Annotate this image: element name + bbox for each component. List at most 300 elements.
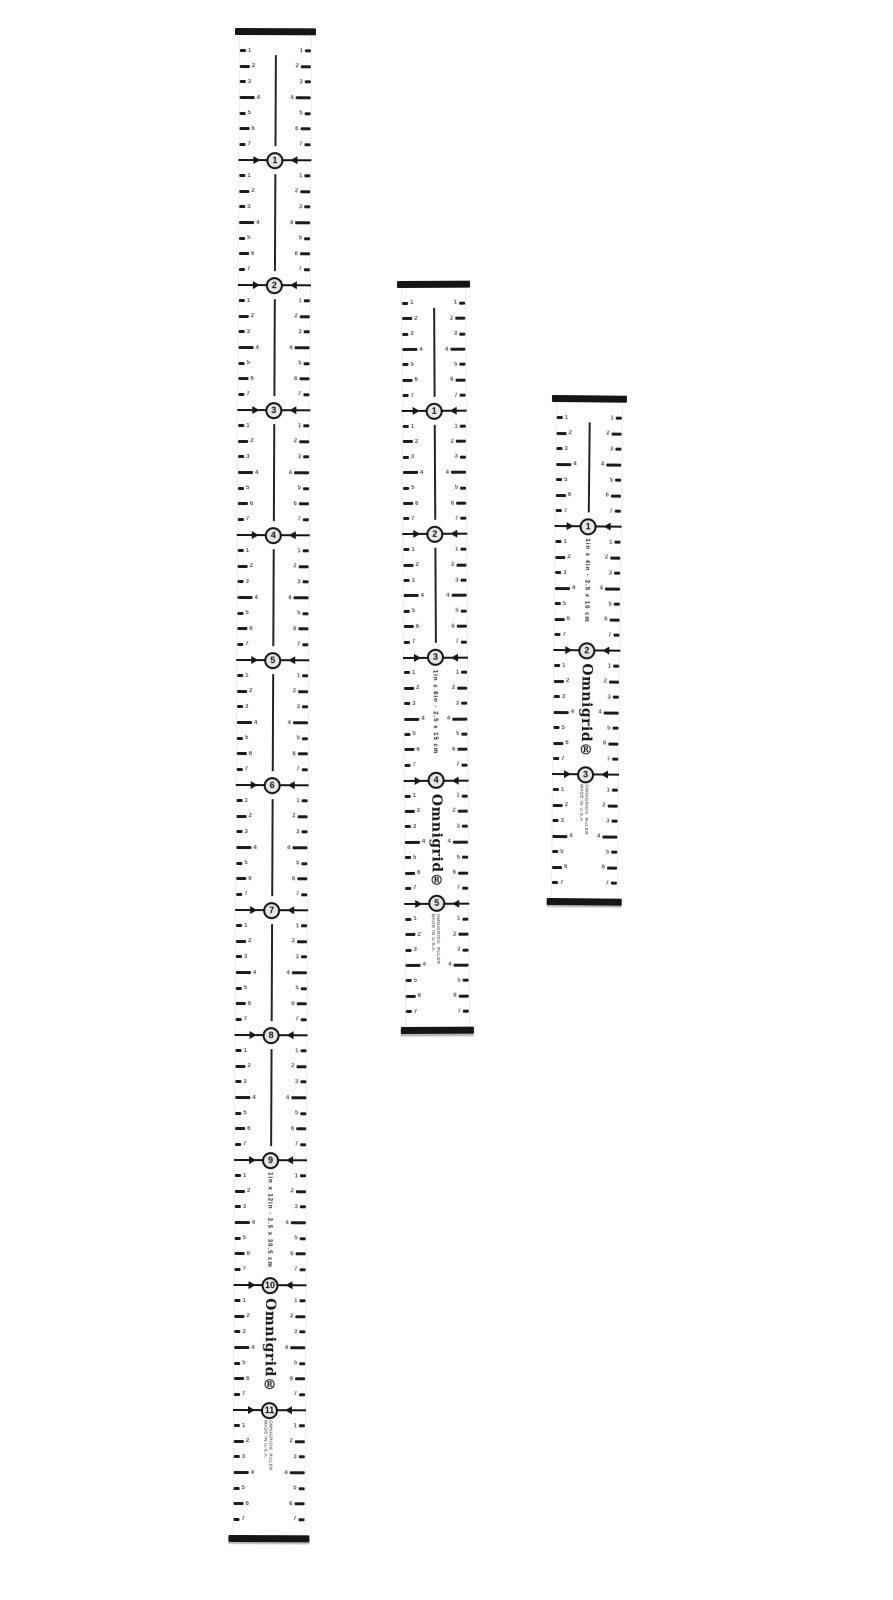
- tick-label: 5: [246, 360, 250, 367]
- tick-label: 6: [294, 250, 299, 258]
- tick-label: 2: [292, 813, 296, 820]
- tick-mark: [240, 80, 246, 83]
- tick-label: 5: [244, 735, 249, 742]
- tick-mark: [238, 440, 248, 443]
- tick-mark: [610, 618, 620, 621]
- tick-mark: [300, 1174, 306, 1177]
- tick-label: 6: [417, 993, 422, 1000]
- tick-mark: [404, 733, 410, 736]
- tick-label: 2: [606, 430, 610, 437]
- tick-label: 4: [446, 715, 451, 722]
- tick-label: 7: [559, 879, 564, 886]
- tick-label: 1: [296, 672, 301, 679]
- tick-label: 5: [242, 1235, 247, 1242]
- tick-label: 2: [568, 430, 572, 437]
- center-guide-line: [270, 924, 272, 1021]
- tick-label: 2: [414, 315, 418, 322]
- tick-label: 4: [285, 1094, 290, 1101]
- arrowhead-right-icon: [287, 781, 294, 789]
- tick-label: 4: [252, 969, 257, 976]
- tick-label: 2: [453, 931, 457, 938]
- tick-mark: [236, 1002, 246, 1005]
- tick-label: 6: [251, 125, 255, 132]
- tick-label: 5: [412, 731, 416, 738]
- arrowhead-right-icon: [289, 281, 296, 289]
- center-guide-line: [270, 1049, 272, 1146]
- tick-label: 5: [296, 735, 300, 742]
- tick-mark: [302, 674, 308, 677]
- tick-label: 4: [253, 844, 257, 851]
- tick-mark: [299, 1331, 305, 1334]
- tick-label: 2: [450, 438, 454, 445]
- tick-label: 3: [294, 1204, 298, 1211]
- arrowhead-left-icon: [413, 530, 420, 538]
- tick-label: 1: [297, 547, 301, 554]
- tick-label: 2: [414, 438, 419, 445]
- tick-mark: [301, 924, 307, 927]
- tick-label: 1: [607, 663, 612, 670]
- tick-label: 7: [608, 632, 612, 639]
- tick-mark: [459, 302, 465, 305]
- tick-mark: [301, 893, 307, 896]
- tick-mark: [236, 862, 242, 865]
- tick-mark: [299, 1424, 305, 1427]
- tick-mark: [234, 1471, 249, 1474]
- tick-label: 7: [454, 392, 458, 399]
- arrowhead-left-icon: [248, 1281, 255, 1289]
- tick-label: 6: [293, 500, 297, 508]
- tick-label: 7: [456, 761, 460, 768]
- tick-mark: [302, 799, 308, 802]
- tick-label: 6: [248, 750, 253, 757]
- tick-label: 2: [250, 438, 254, 445]
- tick-label: 5: [454, 361, 458, 368]
- tick-mark: [237, 768, 243, 771]
- tick-mark: [552, 850, 558, 853]
- tick-mark: [301, 956, 307, 959]
- tick-mark: [404, 625, 414, 628]
- tick-mark: [455, 317, 465, 320]
- tick-mark: [303, 518, 309, 521]
- tick-mark: [239, 362, 245, 365]
- arrowhead-right-icon: [452, 900, 459, 908]
- tick-mark: [454, 964, 469, 967]
- tick-mark: [299, 503, 309, 506]
- tick-mark: [457, 625, 467, 628]
- tick-mark: [402, 333, 408, 336]
- tick-label: 4: [284, 1469, 288, 1476]
- tick-mark: [604, 711, 619, 714]
- tick-label: 3: [453, 330, 458, 337]
- tick-label: 4: [250, 1469, 255, 1476]
- tick-label: 2: [294, 313, 298, 320]
- tick-label: 4: [421, 839, 426, 846]
- tick-mark: [236, 1049, 242, 1052]
- inch-number-badge: 5: [428, 895, 445, 912]
- inch-number-badge: 2: [578, 642, 595, 659]
- tick-label: 7: [412, 762, 416, 769]
- tick-label: 7: [242, 1266, 246, 1273]
- tick-label: 5: [244, 860, 248, 867]
- tick-label: 3: [410, 454, 415, 461]
- tick-label: 3: [298, 329, 302, 336]
- tick-mark: [290, 1471, 305, 1474]
- tick-label: 1: [297, 422, 302, 429]
- tick-label: 1: [241, 1422, 246, 1429]
- tick-label: 7: [247, 141, 251, 148]
- tick-mark: [239, 237, 245, 240]
- tick-label: 7: [246, 391, 250, 398]
- tick-label: 7: [299, 141, 303, 148]
- tick-mark: [460, 486, 466, 489]
- tick-mark: [555, 556, 565, 559]
- arrowhead-left-icon: [565, 646, 572, 654]
- tick-mark: [452, 717, 467, 720]
- tick-mark: [302, 768, 308, 771]
- tick-mark: [234, 1487, 240, 1490]
- tick-mark: [303, 393, 309, 396]
- inch-number-badge: 4: [265, 527, 282, 544]
- tick-label: 7: [242, 1391, 246, 1398]
- tick-label: 5: [247, 235, 251, 242]
- tick-label: 3: [412, 823, 417, 830]
- tick-mark: [611, 494, 621, 497]
- arrowhead-right-icon: [450, 653, 457, 661]
- tick-mark: [301, 1049, 307, 1052]
- tick-label: 5: [293, 1360, 298, 1367]
- tick-mark: [606, 463, 621, 466]
- tick-mark: [234, 1455, 240, 1458]
- tick-label: 7: [296, 766, 300, 773]
- tick-mark: [556, 494, 566, 497]
- tick-label: 2: [245, 1438, 250, 1445]
- tick-mark: [403, 502, 413, 505]
- fine-print-line: MADE IN U.S.A.: [430, 913, 437, 953]
- tick-mark: [305, 112, 311, 115]
- tick-mark: [605, 587, 620, 590]
- tick-mark: [553, 788, 559, 791]
- tick-mark: [554, 679, 564, 682]
- tick-mark: [404, 671, 410, 674]
- tick-mark: [239, 143, 245, 146]
- ruler-1x12: [232, 28, 312, 1542]
- tick-label: 1: [294, 1297, 298, 1304]
- tick-label: 4: [447, 838, 451, 846]
- arrowhead-left-icon: [247, 1406, 254, 1414]
- center-guide-line: [273, 299, 275, 396]
- tick-mark: [235, 1205, 241, 1208]
- arrowhead-left-icon: [563, 770, 570, 778]
- tick-mark: [238, 565, 248, 568]
- tick-mark: [235, 1252, 245, 1255]
- tick-mark: [237, 752, 247, 755]
- tick-mark: [555, 571, 561, 574]
- brand-logo: Omnigrid®: [428, 793, 445, 889]
- tick-mark: [300, 253, 310, 256]
- tick-mark: [553, 741, 563, 744]
- inch-number-badge: 2: [266, 277, 283, 294]
- tick-label: 2: [291, 938, 296, 945]
- tick-mark: [405, 887, 411, 890]
- tick-label: 1: [560, 786, 565, 793]
- tick-label: 4: [290, 94, 294, 101]
- tick-label: 3: [411, 577, 415, 584]
- tick-mark: [299, 378, 309, 381]
- tick-label: 1: [456, 792, 460, 799]
- tick-label: 3: [610, 446, 614, 453]
- tick-label: 7: [295, 891, 300, 898]
- tick-mark: [554, 633, 560, 636]
- tick-label: 7: [243, 1016, 248, 1023]
- tick-label: 5: [607, 725, 611, 732]
- center-guide-line: [271, 674, 273, 771]
- tick-label: 5: [564, 476, 568, 483]
- tick-label: 6: [602, 740, 607, 747]
- tick-mark: [608, 804, 618, 807]
- tick-mark: [615, 479, 621, 482]
- tick-mark: [237, 690, 247, 693]
- tick-mark: [302, 706, 308, 709]
- fine-print: [431, 914, 441, 976]
- end-cap-top: [552, 395, 627, 403]
- tick-label: 1: [243, 1047, 247, 1054]
- tick-mark: [615, 510, 621, 513]
- inch-number-badge: 3: [577, 766, 594, 783]
- tick-mark: [235, 1112, 241, 1115]
- tick-label: 4: [598, 709, 602, 716]
- tick-mark: [234, 1502, 244, 1505]
- tick-label: 6: [452, 869, 457, 876]
- tick-mark: [456, 379, 466, 382]
- tick-label: 3: [296, 829, 300, 836]
- tick-mark: [235, 1174, 241, 1177]
- tick-label: 6: [248, 875, 252, 882]
- tick-mark: [296, 1190, 306, 1193]
- tick-label: 5: [295, 860, 300, 867]
- arrowhead-right-icon: [289, 406, 296, 414]
- tick-mark: [299, 1487, 305, 1490]
- tick-label: 2: [249, 563, 254, 570]
- tick-label: 5: [562, 600, 567, 607]
- tick-label: 1: [247, 47, 252, 54]
- tick-label: 5: [411, 485, 415, 492]
- tick-mark: [608, 742, 618, 745]
- tick-mark: [611, 851, 617, 854]
- tick-label: 2: [602, 802, 606, 809]
- tick-mark: [240, 96, 255, 99]
- center-guide-line: [271, 799, 273, 896]
- tick-mark: [405, 810, 415, 813]
- tick-label: 1: [606, 787, 610, 794]
- tick-label: 1: [455, 669, 460, 676]
- tick-mark: [235, 1221, 250, 1224]
- tick-mark: [237, 627, 247, 630]
- fine-print: [579, 784, 590, 846]
- tick-mark: [406, 995, 416, 998]
- tick-mark: [234, 1346, 249, 1349]
- tick-mark: [461, 702, 467, 705]
- tick-mark: [298, 690, 308, 693]
- tick-mark: [460, 425, 466, 428]
- tick-label: 7: [298, 266, 302, 273]
- arrowhead-right-icon: [286, 1031, 293, 1039]
- tick-label: 1: [410, 300, 414, 307]
- arrowhead-left-icon: [414, 777, 421, 785]
- tick-label: 1: [247, 172, 251, 179]
- tick-label: 1: [453, 300, 458, 307]
- tick-mark: [235, 1127, 245, 1130]
- tick-mark: [403, 487, 409, 490]
- tick-mark: [404, 579, 410, 582]
- tick-mark: [613, 696, 619, 699]
- tick-label: 5: [561, 724, 565, 731]
- tick-label: 1: [296, 797, 300, 804]
- tick-mark: [406, 964, 421, 967]
- tick-label: 2: [251, 188, 255, 195]
- tick-mark: [234, 1440, 244, 1443]
- tick-mark: [300, 1237, 306, 1240]
- tick-mark: [403, 548, 409, 551]
- tick-mark: [238, 424, 244, 427]
- tick-label: 4: [288, 594, 292, 601]
- tick-mark: [405, 764, 411, 767]
- tick-mark: [404, 610, 410, 613]
- tick-mark: [461, 640, 467, 643]
- tick-mark: [458, 933, 468, 936]
- tick-label: 7: [455, 638, 459, 645]
- fine-print-line: MADE IN U.S.A.: [263, 1420, 269, 1459]
- size-label: 1in x 4in · 2.5 x 10 cm: [583, 538, 591, 623]
- tick-label: 7: [244, 891, 248, 898]
- tick-mark: [403, 564, 413, 567]
- tick-mark: [552, 834, 567, 837]
- tick-label: 3: [242, 1203, 247, 1210]
- center-guide-line: [272, 424, 274, 521]
- arrowhead-right-icon: [286, 1156, 293, 1164]
- tick-mark: [303, 549, 309, 552]
- arrowhead-left-icon: [252, 406, 259, 414]
- tick-mark: [239, 205, 245, 208]
- tick-label: 1: [413, 916, 417, 923]
- tick-mark: [299, 1456, 305, 1459]
- arrowhead-right-icon: [449, 407, 456, 415]
- tick-label: 4: [251, 1344, 255, 1351]
- tick-mark: [234, 1393, 240, 1396]
- tick-label: 2: [250, 313, 255, 320]
- tick-label: 6: [246, 1375, 250, 1382]
- tick-label: 5: [247, 110, 251, 117]
- tick-mark: [614, 572, 620, 575]
- tick-mark: [405, 933, 415, 936]
- tick-mark: [235, 1080, 241, 1083]
- tick-label: 7: [609, 508, 613, 515]
- tick-mark: [239, 252, 249, 255]
- tick-mark: [237, 612, 243, 615]
- fine-print-line: OMNIGRID® RULER: [435, 913, 442, 965]
- tick-label: 6: [294, 375, 298, 383]
- tick-label: 7: [246, 266, 251, 273]
- tick-label: 5: [243, 1110, 247, 1117]
- tick-label: 1: [294, 1172, 299, 1179]
- tick-label: 1: [245, 672, 249, 679]
- tick-mark: [238, 487, 244, 490]
- tick-label: 3: [242, 1328, 246, 1335]
- tick-mark: [556, 447, 562, 450]
- tick-label: 1: [299, 47, 303, 54]
- ruler-1x6: [401, 281, 470, 1034]
- tick-label: 6: [415, 623, 420, 630]
- tick-mark: [404, 594, 419, 597]
- tick-mark: [405, 795, 411, 798]
- tick-label: 5: [410, 361, 414, 368]
- tick-mark: [234, 1315, 244, 1318]
- tick-mark: [298, 1518, 304, 1521]
- tick-mark: [405, 918, 411, 921]
- tick-label: 3: [247, 78, 252, 85]
- tick-mark: [462, 794, 468, 797]
- tick-mark: [238, 502, 248, 505]
- tick-label: 1: [412, 669, 416, 676]
- tick-label: 2: [248, 813, 252, 820]
- tick-label: 4: [287, 719, 291, 726]
- tick-mark: [236, 893, 242, 896]
- tick-mark: [614, 603, 620, 606]
- tick-mark: [296, 1253, 306, 1256]
- tick-label: 6: [565, 740, 569, 747]
- tick-mark: [460, 456, 466, 459]
- inch-number-badge: 3: [427, 649, 444, 666]
- tick-label: 5: [413, 854, 417, 861]
- tick-mark: [305, 81, 311, 84]
- inch-number-badge: 3: [265, 402, 282, 419]
- tick-mark: [302, 643, 308, 646]
- tick-mark: [461, 671, 467, 674]
- tick-label: 3: [454, 454, 458, 461]
- tick-mark: [555, 602, 561, 605]
- inch-number-badge: 2: [426, 526, 443, 543]
- size-label: 1in x 6in · 2.5 x 15 cm: [431, 669, 438, 754]
- tick-mark: [298, 753, 308, 756]
- tick-label: 1: [242, 1297, 246, 1304]
- tick-label: 3: [293, 1454, 297, 1461]
- inch-number-badge: 1: [266, 152, 283, 169]
- tick-mark: [292, 846, 307, 849]
- tick-mark: [239, 330, 245, 333]
- tick-mark: [302, 612, 308, 615]
- tick-label: 7: [561, 755, 565, 762]
- tick-mark: [235, 1065, 245, 1068]
- tick-label: 1: [564, 414, 569, 421]
- tick-mark: [553, 803, 563, 806]
- tick-label: 5: [298, 235, 303, 242]
- tick-label: 2: [295, 63, 299, 70]
- inch-number-badge: 1: [580, 518, 597, 535]
- tick-label: 3: [608, 570, 613, 577]
- tick-label: 6: [605, 492, 609, 499]
- tick-mark: [291, 1096, 306, 1099]
- tick-label: 1: [563, 538, 567, 545]
- arrowhead-right-icon: [284, 1406, 291, 1414]
- tick-label: 5: [456, 731, 460, 738]
- tick-label: 4: [445, 469, 450, 476]
- tick-mark: [234, 1424, 240, 1427]
- tick-label: 3: [295, 1079, 299, 1086]
- tick-label: 2: [452, 808, 456, 815]
- tick-mark: [236, 955, 242, 958]
- arrowhead-right-icon: [602, 646, 609, 654]
- tick-mark: [616, 417, 622, 420]
- tick-mark: [233, 1518, 239, 1521]
